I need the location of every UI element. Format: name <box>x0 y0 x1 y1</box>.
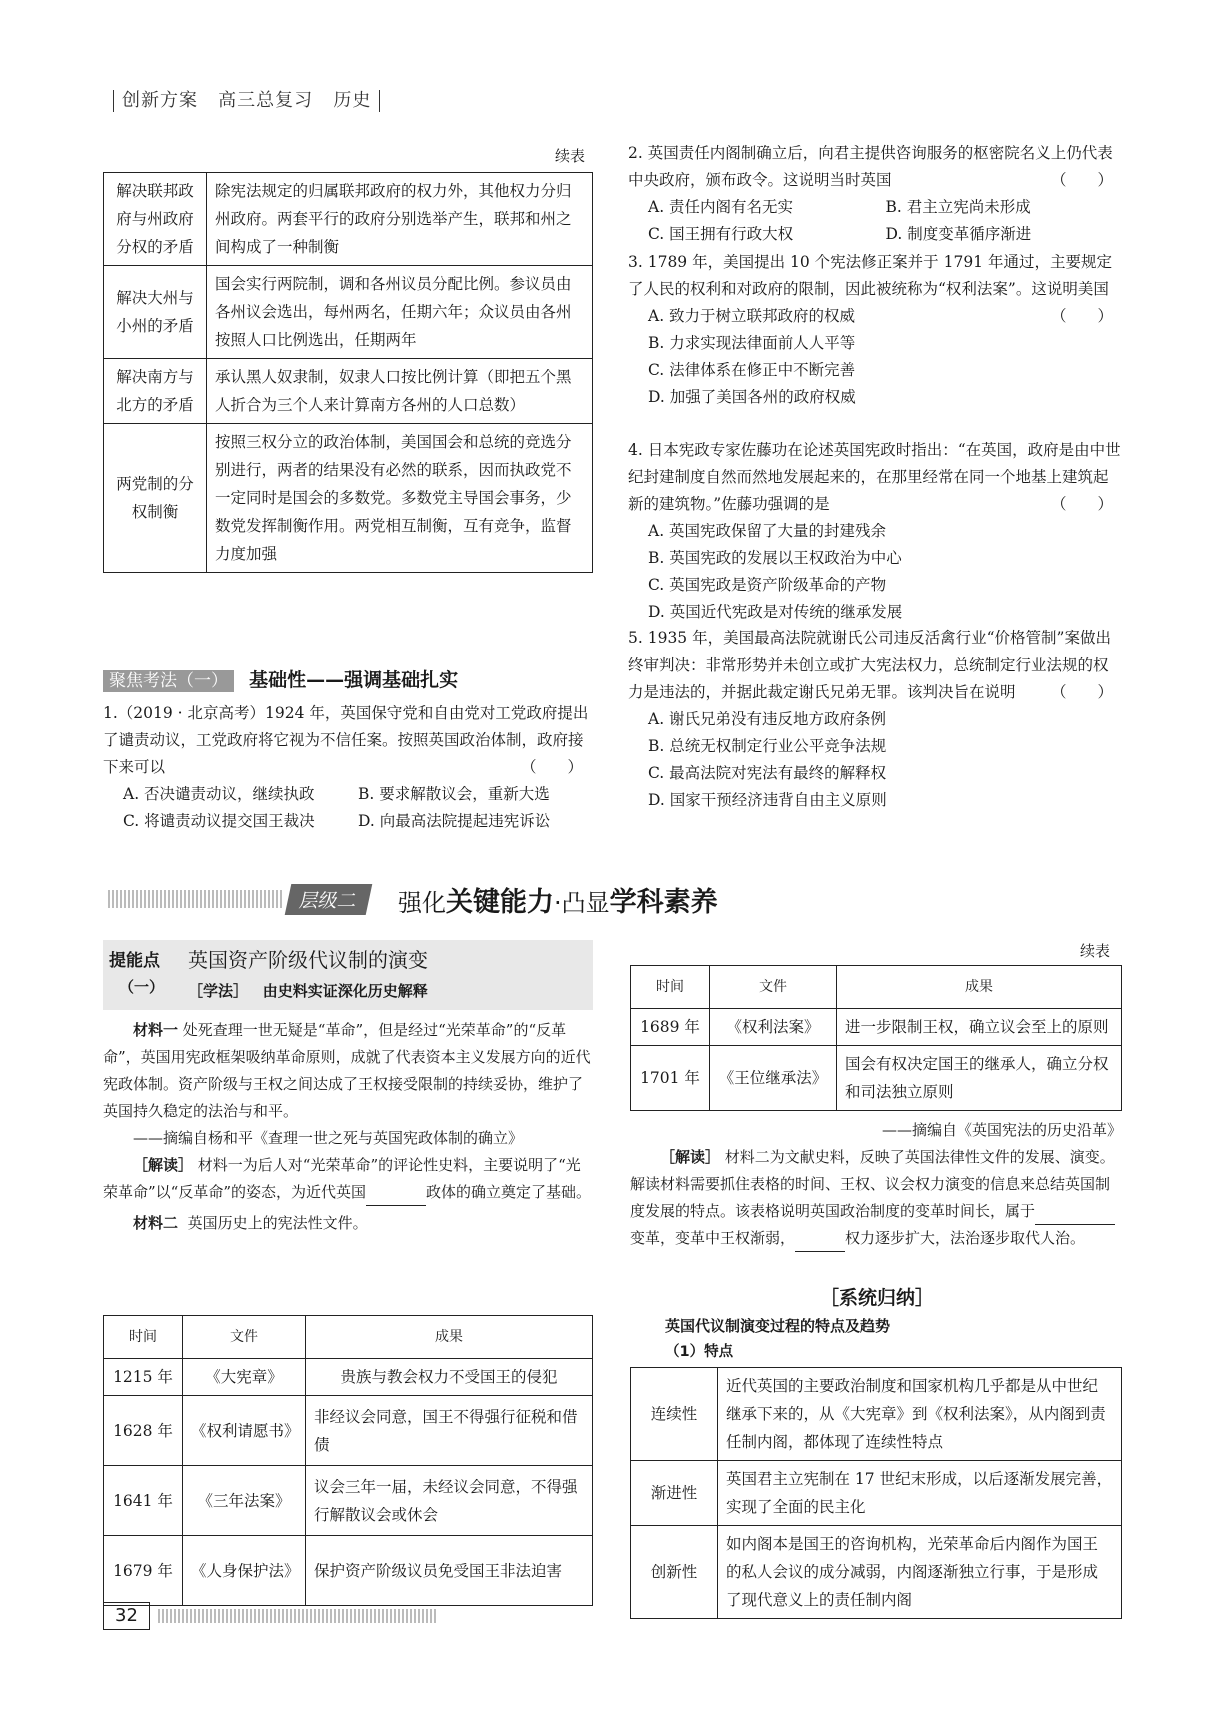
point-heading <box>103 940 593 1010</box>
row-name: 解决南方与北方的矛盾 <box>104 359 207 424</box>
option-c[interactable]: C. 英国宪政是资产阶级革命的产物 <box>648 576 887 594</box>
level-title: 强化关键能力·凸显学科素养 <box>398 887 718 918</box>
continued-label-right: 续表 <box>1080 942 1111 960</box>
features-table <box>630 1367 1122 1619</box>
table-row: 1679 年 《人身保护法》 保护资产阶级议员免受国王非法迫害 <box>104 1536 593 1606</box>
material-label: 材料一 <box>133 1021 179 1039</box>
option-b[interactable]: B. 英国宪政的发展以王权政治为中心 <box>648 549 902 567</box>
federal-balance-table <box>103 172 593 573</box>
question-stem: 5. 1935 年，美国最高法院就谢氏公司违反活禽行业“价格管制”案做出终审判决：非常形势并未创立或扩大宪法权力，总统制定行业法规的权力是违法的，并据此裁定谢氏兄弟无罪。该判决旨在说明 （ ） <box>628 629 1113 701</box>
table-row: 1701 年 《王位继承法》 国会有权决定国王的继承人，确立分权和司法独立原则 <box>631 1046 1122 1111</box>
option-a[interactable]: A. 致力于树立联邦政府的权威 <box>648 307 856 325</box>
page-number: 32 <box>103 1602 150 1630</box>
option-a[interactable]: A. 否决谴责动议，继续执政 <box>123 785 315 803</box>
question-stem: 3. 1789 年，美国提出 10 个宪法修正案并于 1791 年通过，主要规定了人民的权利和对政府的限制，因此被统称为“权利法案”。这说明美国 （ ） <box>628 253 1113 325</box>
table-row: 创新性 如内阁本是国王的咨询机构，光荣革命后内阁作为国王的私人会议的成分减弱，内阁逐渐独立行事，于是形成了现代意义上的责任制内阁 <box>631 1526 1122 1619</box>
option-a[interactable]: A. 责任内阁有名无实 <box>648 198 794 216</box>
header-subject: 历史 <box>333 90 372 111</box>
table-row: 1689 年 《权利法案》 进一步限制王权，确立议会至上的原则 <box>631 1009 1122 1046</box>
answer-blank[interactable] <box>795 1233 845 1252</box>
row-name: 两党制的分权制衡 <box>104 424 207 573</box>
table-row <box>104 266 593 359</box>
table-row: 连续性 近代英国的主要政治制度和国家机构几乎都是从中世纪继承下来的，从《大宪章》到《权利法案》，从内阁到责任制内阁，都体现了连续性特点 <box>631 1368 1122 1461</box>
table-row <box>104 173 593 266</box>
option-c[interactable]: C. 最高法院对宪法有最终的解释权 <box>648 764 887 782</box>
option-c[interactable]: C. 将谴责动议提交国王裁决 <box>123 812 315 830</box>
material-text: 处死查理一世无疑是“革命”，但是经过“光荣革命”的“反革命”，英国用宪政框架吸纳革命原则，成就了代表资本主义发展方向的近代宪政体制。资产阶级与王权之间达成了王权接受限制的持续妥协，维护了英国持久稳定的法治与和平。 <box>103 1021 591 1120</box>
question-4 <box>628 437 1123 626</box>
method-text: 由史料实证深化历史解释 <box>262 982 428 1000</box>
running-header <box>105 86 388 112</box>
row-content: 按照三权分立的政治体制，美国国会和总统的竞选分别进行，两者的结果没有必然的联系，因而执政党不一定同时是国会的多数党。多数党主导国会事务，少数党发挥制衡作用。两党相互制衡，互有竞争，监督力度加强 <box>207 424 593 573</box>
option-b[interactable]: B. 力求实现法律面前人人平等 <box>648 334 856 352</box>
focus-badge: 聚焦考法（一） <box>103 670 234 692</box>
header-course: 高三总复习 <box>218 90 314 111</box>
focus-title: 基础性——强调基础扎实 <box>249 669 459 691</box>
point-label: 提能点 <box>109 951 160 971</box>
material-source: ——摘编自《英国宪法的历史沿革》 <box>881 1121 1122 1139</box>
level-tag: 层级二 <box>285 884 373 915</box>
table-row: 1641 年 《三年法案》 议会三年一届，未经议会同意，不得强行解散议会或休会 <box>104 1466 593 1536</box>
point-number: （一） <box>119 978 165 996</box>
question-1 <box>103 700 593 835</box>
material-source: ——摘编自杨和平《查理一世之死与英国宪政体制的确立》 <box>133 1129 524 1147</box>
summary-sub: （1）特点 <box>665 1344 734 1360</box>
option-a[interactable]: A. 英国宪政保留了大量的封建残余 <box>648 522 887 540</box>
material-text: 英国历史上的宪法性文件。 <box>187 1214 368 1232</box>
option-b[interactable]: B. 要求解散议会，重新大选 <box>358 785 550 803</box>
question-stem: 4. 日本宪政专家佐藤功在论述英国宪政时指出：“在英国，政府是由中世纪封建制度自然而然地发展起来的，在那里经常在同一个地基上建筑起新的建筑物。”佐藤功强调的是 （ ） <box>628 441 1121 513</box>
row-name: 解决联邦政府与州政府分权的矛盾 <box>104 173 207 266</box>
constitutional-documents-table <box>103 1315 593 1606</box>
table-row <box>104 359 593 424</box>
banner-stripes <box>108 890 283 908</box>
material-one: 材料一 处死查理一世无疑是“革命”，但是经过“光荣革命”的“反革命”，英国用宪政框架吸纳革命原则，成就了代表资本主义发展方向的近代宪政体制。资产阶级与王权之间达成了王权接受限制的持续妥协，维护了英国持久稳定的法治与和平。 ——摘编自杨和平《查理一世之死与英国宪政体制的确立》 ［解读］ 材料一为后人对“光荣革命”的评论性史料，主要说明了“光荣革命”以“反革命”的姿态，为近代英国 政体的确立奠定了基础。 材料二 英国历史上的宪法性文件。 <box>103 1021 592 1232</box>
option-b[interactable]: B. 总统无权制定行业公平竞争法规 <box>648 737 887 755</box>
constitutional-documents-table-continued <box>630 965 1122 1111</box>
table-row: 1628 年 《权利请愿书》 非经议会同意，国王不得强行征税和借债 <box>104 1396 593 1466</box>
question-2 <box>628 140 1123 248</box>
option-d[interactable]: D. 制度变革循序渐进 <box>885 225 1032 243</box>
summary-heading: 英国代议制演变过程的特点及趋势 <box>665 1317 891 1335</box>
summary-title: ［系统归纳］ <box>820 1287 935 1309</box>
option-d[interactable]: D. 加强了美国各州的政府权威 <box>648 388 856 406</box>
level-banner <box>108 880 798 920</box>
option-b[interactable]: B. 君主立宪尚未形成 <box>885 198 1031 216</box>
row-content: 承认黑人奴隶制，奴隶人口按比例计算（即把五个黑人折合为三个人来计算南方各州的人口总数） <box>207 359 593 424</box>
jiedu-tag: ［解读］ <box>133 1156 194 1174</box>
method-tag: ［学法］ <box>188 982 249 1000</box>
question-3 <box>628 249 1123 411</box>
row-name: 解决大州与小州的矛盾 <box>104 266 207 359</box>
option-d[interactable]: D. 向最高法院提起违宪诉讼 <box>358 812 551 830</box>
jiedu-tag: ［解读］ <box>660 1148 721 1166</box>
material-label: 材料二 <box>133 1214 179 1232</box>
continued-label-left: 续表 <box>555 147 586 165</box>
question-5 <box>628 625 1123 814</box>
answer-blank[interactable] <box>1035 1206 1115 1225</box>
footer-stripes <box>158 1609 438 1623</box>
option-d[interactable]: D. 英国近代宪政是对传统的继承发展 <box>648 603 903 621</box>
table-row: 1215 年 《大宪章》 贵族与教会权力不受国王的侵犯 <box>104 1359 593 1396</box>
point-title: 英国资产阶级代议制的演变 <box>188 948 428 972</box>
table-header: 时间 文件 成果 <box>104 1316 593 1359</box>
option-a[interactable]: A. 谢氏兄弟没有违反地方政府条例 <box>648 710 887 728</box>
row-content: 除宪法规定的归属联邦政府的权力外，其他权力分归州政府。两套平行的政府分别选举产生，联邦和州之间构成了一种制衡 <box>207 173 593 266</box>
row-content: 国会实行两院制，调和各州议员分配比例。参议员由各州议会选出，每州两名，任期六年；众议员由各州按照人口比例选出，任期两年 <box>207 266 593 359</box>
option-d[interactable]: D. 国家干预经济违背自由主义原则 <box>648 791 887 809</box>
table-row: 渐进性 英国君主立宪制在 17 世纪末形成，以后逐渐发展完善，实现了全面的民主化 <box>631 1461 1122 1526</box>
focus-heading <box>103 665 593 692</box>
option-c[interactable]: C. 法律体系在修正中不断完善 <box>648 361 856 379</box>
question-stem: 1.（2019 · 北京高考）1924 年，英国保守党和自由党对工党政府提出了谴责动议，工党政府将它视为不信任案。按照英国政治体制，政府接下来可以 （ ） <box>103 704 589 776</box>
option-c[interactable]: C. 国王拥有行政大权 <box>648 225 794 243</box>
answer-blank[interactable] <box>366 1187 426 1206</box>
question-stem: 2. 英国责任内阁制确立后，向君主提供咨询服务的枢密院名义上仍代表中央政府，颁布政令。这说明当时英国 （ ） <box>628 144 1113 189</box>
table-row <box>104 424 593 573</box>
material-two-interpretation: ——摘编自《英国宪法的历史沿革》 ［解读］ 材料二为文献史料，反映了英国法律性文件的发展、演变。解读材料需要抓住表格的时间、王权、议会权力演变的信息来总结英国制度发展的特点。该表格说明英国政治制度的变革时间长，属于变革，变革中王权渐弱， 权力逐步扩大，法治逐步取代人治。 <box>630 1117 1122 1252</box>
header-series: 创新方案 <box>122 90 198 111</box>
table-header: 时间 文件 成果 <box>631 966 1122 1009</box>
